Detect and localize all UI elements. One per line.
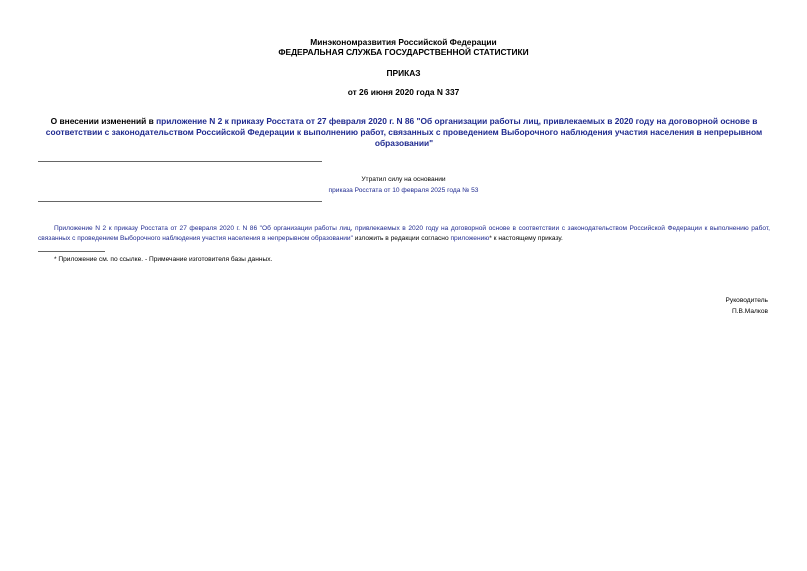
document-date-number: от 26 июня 2020 года N 337 [347, 87, 460, 97]
appendix-link[interactable]: приложению [450, 235, 490, 242]
body-paragraph [38, 224, 770, 244]
service-name: ФЕДЕРАЛЬНАЯ СЛУЖБА ГОСУДАРСТВЕННОЙ СТАТИСТИКИ [278, 47, 529, 57]
divider-bottom [38, 201, 322, 202]
document-title [38, 116, 770, 149]
footnote-text: * Приложение см. по ссылке. - Примечание изготовителя базы данных. [54, 256, 273, 263]
footnote-divider [38, 251, 105, 252]
lost-force-text: Утратил силу на основании [361, 176, 446, 183]
paragraph-link[interactable]: Приложение N 2 к приказу Росстата от 27 февраля 2020 г. N 86 "Об организации работы лиц, привлекаемых в 2020 году на договорной основе в соответствии с законодательством Российской Федерации к выполнению работ, связанных с проведением Выборочного наблюдения участия населения в непрерывном образовании" [38, 225, 770, 242]
document-type: ПРИКАЗ [386, 68, 421, 78]
title-link[interactable]: приложение N 2 к приказу Росстата от 27 февраля 2020 г. N 86 "Об организации работы лиц, привлекаемых в 2020 году на договорной основе в соответствии с законодательством Российской Федерации к выполнению работ, связанных с проведением Выборочного наблюдения участия населения в непрерывном образовании" [45, 116, 763, 148]
paragraph-mid: изложить в редакции согласно [352, 235, 451, 242]
paragraph-end: * к настоящему приказу. [489, 235, 563, 242]
signer-position: Руководитель [725, 297, 768, 304]
title-prefix: О внесении изменений в [50, 116, 157, 126]
lost-force-link[interactable]: приказа Росстата от 10 февраля 2025 года № 53 [328, 187, 479, 194]
divider-top [38, 161, 322, 162]
ministry-name: Минэкономразвития Российской Федерации [310, 37, 497, 47]
signer-name: П.В.Малков [731, 308, 768, 315]
